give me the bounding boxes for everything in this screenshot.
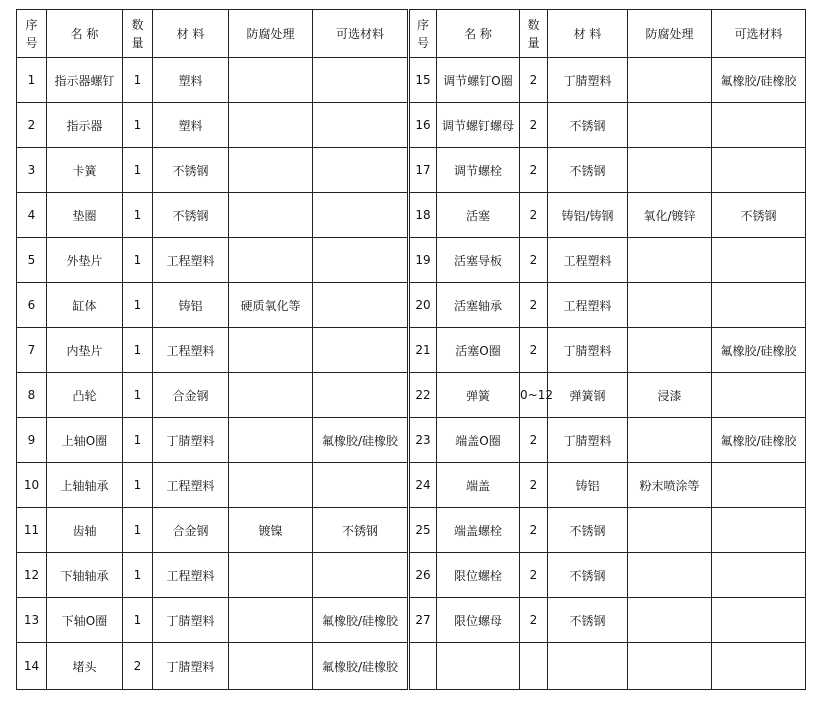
header-optional: 可选材料 [313, 10, 409, 58]
right-cell-material: 不锈钢 [548, 148, 628, 193]
left-cell-no: 14 [17, 643, 47, 690]
left-cell-name: 垫圈 [47, 193, 123, 238]
table-row [17, 238, 806, 283]
left-cell-optional [313, 193, 409, 238]
left-cell-qty: 1 [123, 598, 153, 643]
right-cell-treatment [628, 553, 712, 598]
header-qty-bottom: 量 [527, 35, 540, 50]
left-cell-no: 11 [17, 508, 47, 553]
left-cell-material: 塑料 [153, 58, 229, 103]
right-cell-optional: 氟橡胶/硅橡胶 [712, 418, 806, 463]
right-cell-name: 端盖 [437, 463, 520, 508]
left-cell-name: 齿轴 [47, 508, 123, 553]
left-cell-treatment [229, 418, 313, 463]
right-cell-material: 工程塑料 [548, 283, 628, 328]
right-cell-no: 23 [409, 418, 437, 463]
header-optional-right: 可选材料 [712, 10, 806, 58]
parts-table [16, 9, 806, 690]
left-cell-name: 凸轮 [47, 373, 123, 418]
left-cell-qty: 1 [123, 58, 153, 103]
right-cell-material: 工程塑料 [548, 238, 628, 283]
left-cell-optional [313, 58, 409, 103]
left-cell-optional [313, 373, 409, 418]
right-cell-optional [712, 463, 806, 508]
header-seq-bottom: 号 [25, 35, 38, 50]
table-row [17, 373, 806, 418]
right-cell-name: 调节螺栓 [437, 148, 520, 193]
left-cell-qty: 1 [123, 238, 153, 283]
left-cell-name: 内垫片 [47, 328, 123, 373]
right-cell-treatment [628, 58, 712, 103]
left-cell-no: 1 [17, 58, 47, 103]
left-cell-treatment [229, 373, 313, 418]
left-cell-optional [313, 553, 409, 598]
right-cell-no: 24 [409, 463, 437, 508]
left-cell-qty: 1 [123, 103, 153, 148]
right-cell-qty: 2 [520, 283, 548, 328]
left-cell-optional: 氟橡胶/硅橡胶 [313, 598, 409, 643]
right-cell-optional [712, 643, 806, 690]
right-cell-treatment [628, 328, 712, 373]
left-cell-no: 9 [17, 418, 47, 463]
right-cell-name: 端盖O圈 [437, 418, 520, 463]
left-cell-name: 堵头 [47, 643, 123, 690]
right-cell-name: 限位螺母 [437, 598, 520, 643]
left-cell-name: 卡簧 [47, 148, 123, 193]
header-material: 材 料 [153, 10, 229, 58]
right-cell-qty: 2 [520, 508, 548, 553]
table-body [17, 58, 806, 690]
left-cell-material: 不锈钢 [153, 193, 229, 238]
right-cell-material [548, 643, 628, 690]
left-cell-treatment [229, 598, 313, 643]
left-cell-treatment [229, 103, 313, 148]
left-cell-treatment [229, 148, 313, 193]
right-cell-qty [520, 643, 548, 690]
left-cell-qty: 1 [123, 283, 153, 328]
left-cell-optional: 氟橡胶/硅橡胶 [313, 418, 409, 463]
left-cell-qty: 1 [123, 328, 153, 373]
right-cell-name: 限位螺栓 [437, 553, 520, 598]
right-cell-treatment: 粉末喷涂等 [628, 463, 712, 508]
header-qty-right [520, 10, 548, 58]
header-seq-top: 序 [416, 17, 429, 32]
header-seq-right [409, 10, 437, 58]
left-cell-no: 12 [17, 553, 47, 598]
left-cell-treatment: 镀镍 [229, 508, 313, 553]
right-cell-qty: 0~12 [520, 373, 548, 418]
left-cell-name: 下轴O圈 [47, 598, 123, 643]
left-cell-material: 工程塑料 [153, 238, 229, 283]
right-cell-name [437, 643, 520, 690]
left-cell-treatment [229, 58, 313, 103]
right-cell-optional [712, 103, 806, 148]
left-cell-optional [313, 328, 409, 373]
table-row [17, 103, 806, 148]
right-cell-treatment [628, 103, 712, 148]
right-cell-no: 22 [409, 373, 437, 418]
left-cell-optional [313, 238, 409, 283]
table-row [17, 418, 806, 463]
left-cell-name: 外垫片 [47, 238, 123, 283]
right-cell-optional [712, 508, 806, 553]
right-cell-material: 铸铝/铸钢 [548, 193, 628, 238]
right-cell-no: 21 [409, 328, 437, 373]
header-name-right: 名 称 [437, 10, 520, 58]
right-cell-material: 不锈钢 [548, 508, 628, 553]
left-cell-qty: 1 [123, 463, 153, 508]
right-cell-material: 丁腈塑料 [548, 418, 628, 463]
table-row [17, 553, 806, 598]
table-row [17, 463, 806, 508]
table-row [17, 193, 806, 238]
left-cell-no: 6 [17, 283, 47, 328]
right-cell-name: 活塞轴承 [437, 283, 520, 328]
header-seq-top: 序 [25, 17, 38, 32]
right-cell-no: 16 [409, 103, 437, 148]
right-cell-optional [712, 373, 806, 418]
right-cell-no: 15 [409, 58, 437, 103]
right-cell-name: 活塞 [437, 193, 520, 238]
left-cell-material: 工程塑料 [153, 463, 229, 508]
right-cell-treatment: 氧化/镀锌 [628, 193, 712, 238]
right-cell-optional [712, 238, 806, 283]
right-cell-material: 不锈钢 [548, 553, 628, 598]
left-cell-optional: 氟橡胶/硅橡胶 [313, 643, 409, 690]
left-cell-qty: 1 [123, 193, 153, 238]
left-cell-no: 10 [17, 463, 47, 508]
right-cell-name: 弹簧 [437, 373, 520, 418]
header-name: 名 称 [47, 10, 123, 58]
right-cell-material: 不锈钢 [548, 598, 628, 643]
left-cell-treatment [229, 553, 313, 598]
left-cell-no: 5 [17, 238, 47, 283]
left-cell-no: 3 [17, 148, 47, 193]
right-cell-qty: 2 [520, 463, 548, 508]
right-cell-qty: 2 [520, 103, 548, 148]
left-cell-qty: 2 [123, 643, 153, 690]
left-cell-material: 合金钢 [153, 373, 229, 418]
left-cell-no: 2 [17, 103, 47, 148]
left-cell-no: 7 [17, 328, 47, 373]
left-cell-material: 塑料 [153, 103, 229, 148]
left-cell-material: 丁腈塑料 [153, 418, 229, 463]
left-cell-treatment [229, 643, 313, 690]
right-cell-qty: 2 [520, 238, 548, 283]
right-cell-qty: 2 [520, 193, 548, 238]
header-qty-top: 数 [527, 17, 540, 32]
right-cell-treatment [628, 418, 712, 463]
left-cell-name: 上轴O圈 [47, 418, 123, 463]
right-cell-treatment [628, 598, 712, 643]
right-cell-optional [712, 148, 806, 193]
left-cell-optional: 不锈钢 [313, 508, 409, 553]
right-cell-qty: 2 [520, 598, 548, 643]
table-row [17, 508, 806, 553]
right-cell-name: 活塞导板 [437, 238, 520, 283]
right-cell-optional [712, 553, 806, 598]
left-cell-treatment [229, 238, 313, 283]
left-cell-material: 合金钢 [153, 508, 229, 553]
right-cell-treatment: 浸漆 [628, 373, 712, 418]
right-cell-name: 调节螺钉O圈 [437, 58, 520, 103]
right-cell-no: 25 [409, 508, 437, 553]
left-cell-name: 指示器螺钉 [47, 58, 123, 103]
header-qty-bottom: 量 [131, 35, 144, 50]
right-cell-no: 19 [409, 238, 437, 283]
left-cell-name: 指示器 [47, 103, 123, 148]
left-cell-treatment [229, 463, 313, 508]
right-cell-optional [712, 283, 806, 328]
left-cell-material: 丁腈塑料 [153, 643, 229, 690]
left-cell-optional [313, 148, 409, 193]
right-cell-qty: 2 [520, 418, 548, 463]
right-cell-name: 活塞O圈 [437, 328, 520, 373]
left-cell-qty: 1 [123, 553, 153, 598]
table-row [17, 328, 806, 373]
header-row [17, 10, 806, 58]
left-cell-material: 工程塑料 [153, 328, 229, 373]
left-cell-name: 缸体 [47, 283, 123, 328]
right-cell-optional: 氟橡胶/硅橡胶 [712, 328, 806, 373]
left-cell-qty: 1 [123, 508, 153, 553]
left-cell-no: 4 [17, 193, 47, 238]
table-row [17, 58, 806, 103]
table-row [17, 598, 806, 643]
right-cell-treatment [628, 283, 712, 328]
right-cell-treatment [628, 508, 712, 553]
right-cell-qty: 2 [520, 148, 548, 193]
right-cell-no: 20 [409, 283, 437, 328]
left-cell-material: 丁腈塑料 [153, 598, 229, 643]
left-cell-treatment [229, 328, 313, 373]
table-row [17, 148, 806, 193]
right-cell-name: 端盖螺栓 [437, 508, 520, 553]
left-cell-qty: 1 [123, 418, 153, 463]
left-cell-no: 8 [17, 373, 47, 418]
right-cell-material: 铸铝 [548, 463, 628, 508]
right-cell-no: 17 [409, 148, 437, 193]
left-cell-qty: 1 [123, 148, 153, 193]
left-cell-name: 上轴轴承 [47, 463, 123, 508]
header-qty-top: 数 [131, 17, 144, 32]
left-cell-treatment: 硬质氧化等 [229, 283, 313, 328]
header-qty [123, 10, 153, 58]
right-cell-material: 弹簧钢 [548, 373, 628, 418]
right-cell-material: 不锈钢 [548, 103, 628, 148]
left-cell-material: 不锈钢 [153, 148, 229, 193]
right-cell-name: 调节螺钉螺母 [437, 103, 520, 148]
right-cell-no [409, 643, 437, 690]
right-cell-qty: 2 [520, 58, 548, 103]
table-row [17, 643, 806, 690]
left-cell-material: 铸铝 [153, 283, 229, 328]
left-cell-material: 工程塑料 [153, 553, 229, 598]
right-cell-material: 丁腈塑料 [548, 328, 628, 373]
right-cell-material: 丁腈塑料 [548, 58, 628, 103]
header-seq-bottom: 号 [416, 35, 429, 50]
right-cell-no: 26 [409, 553, 437, 598]
left-cell-optional [313, 463, 409, 508]
right-cell-optional: 不锈钢 [712, 193, 806, 238]
left-cell-no: 13 [17, 598, 47, 643]
header-seq [17, 10, 47, 58]
right-cell-treatment [628, 238, 712, 283]
header-material-right: 材 料 [548, 10, 628, 58]
left-cell-optional [313, 283, 409, 328]
header-treatment-right: 防腐处理 [628, 10, 712, 58]
right-cell-treatment [628, 643, 712, 690]
left-cell-qty: 1 [123, 373, 153, 418]
right-cell-optional: 氟橡胶/硅橡胶 [712, 58, 806, 103]
left-cell-optional [313, 103, 409, 148]
right-cell-qty: 2 [520, 328, 548, 373]
right-cell-qty: 2 [520, 553, 548, 598]
right-cell-no: 18 [409, 193, 437, 238]
right-cell-optional [712, 598, 806, 643]
right-cell-treatment [628, 148, 712, 193]
left-cell-treatment [229, 193, 313, 238]
table-row [17, 283, 806, 328]
left-cell-name: 下轴轴承 [47, 553, 123, 598]
header-treatment: 防腐处理 [229, 10, 313, 58]
right-cell-no: 27 [409, 598, 437, 643]
